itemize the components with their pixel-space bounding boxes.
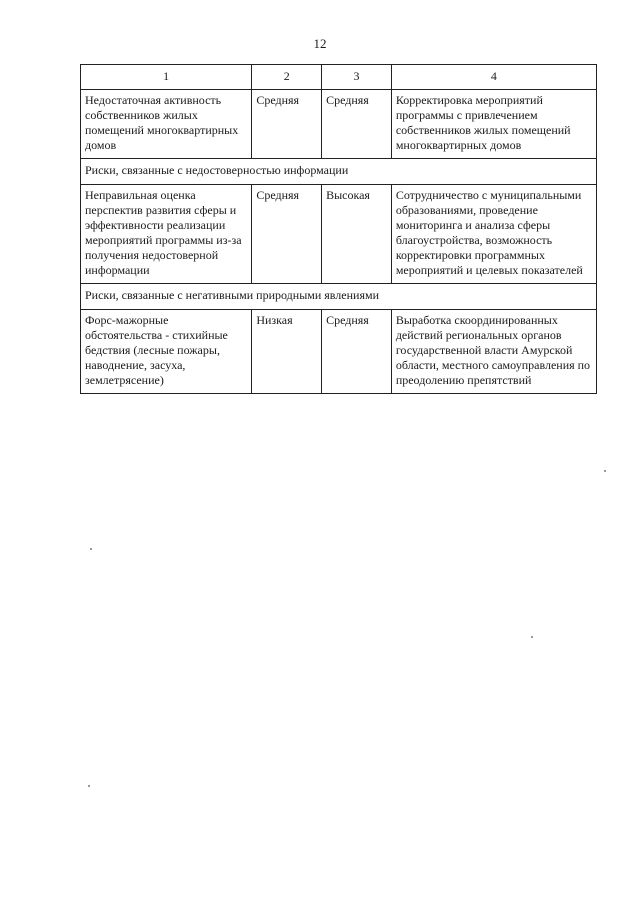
impact-cell: Средняя — [322, 90, 392, 159]
risk-cell: Недостаточная активность собственников жилых помещений многоквартирных домов — [81, 90, 252, 159]
risk-cell: Неправильная оценка перспектив развития сферы и эффективности реализации мероприятий программы из-за получения недостоверной информации — [81, 185, 252, 284]
scan-speck — [531, 636, 533, 638]
risk-cell: Форс-мажорные обстоятельства - стихийные бедствия (лесные пожары, наводнение, засуха, землетрясение) — [81, 310, 252, 394]
section-title: Риски, связанные с недостоверностью информации — [81, 159, 597, 185]
header-col-2: 2 — [252, 65, 322, 90]
measures-cell: Выработка скоординированных действий региональных органов государственной власти Амурской области, местного самоуправления по преодолению препятствий — [391, 310, 596, 394]
probability-cell: Средняя — [252, 185, 322, 284]
table-row — [81, 185, 597, 284]
section-row — [81, 284, 597, 310]
risk-table — [80, 64, 597, 394]
section-title: Риски, связанные с негативными природными явлениями — [81, 284, 597, 310]
probability-cell: Низкая — [252, 310, 322, 394]
measures-cell: Сотрудничество с муниципальными образованиями, проведение мониторинга и анализа сферы благоустройства, возможность корректировки программных мероприятий и целевых показателей — [391, 185, 596, 284]
header-col-3: 3 — [322, 65, 392, 90]
table-row — [81, 310, 597, 394]
header-col-1: 1 — [81, 65, 252, 90]
impact-cell: Высокая — [322, 185, 392, 284]
table-header-row — [81, 65, 597, 90]
probability-cell: Средняя — [252, 90, 322, 159]
scan-speck — [88, 785, 90, 787]
table-row — [81, 90, 597, 159]
page-number: 12 — [313, 36, 327, 51]
scan-speck — [604, 470, 606, 472]
impact-cell: Средняя — [322, 310, 392, 394]
scan-speck — [90, 548, 92, 550]
section-row — [81, 159, 597, 185]
header-col-4: 4 — [391, 65, 596, 90]
measures-cell: Корректировка мероприятий программы с привлечением собственников жилых помещений многоквартирных домов — [391, 90, 596, 159]
